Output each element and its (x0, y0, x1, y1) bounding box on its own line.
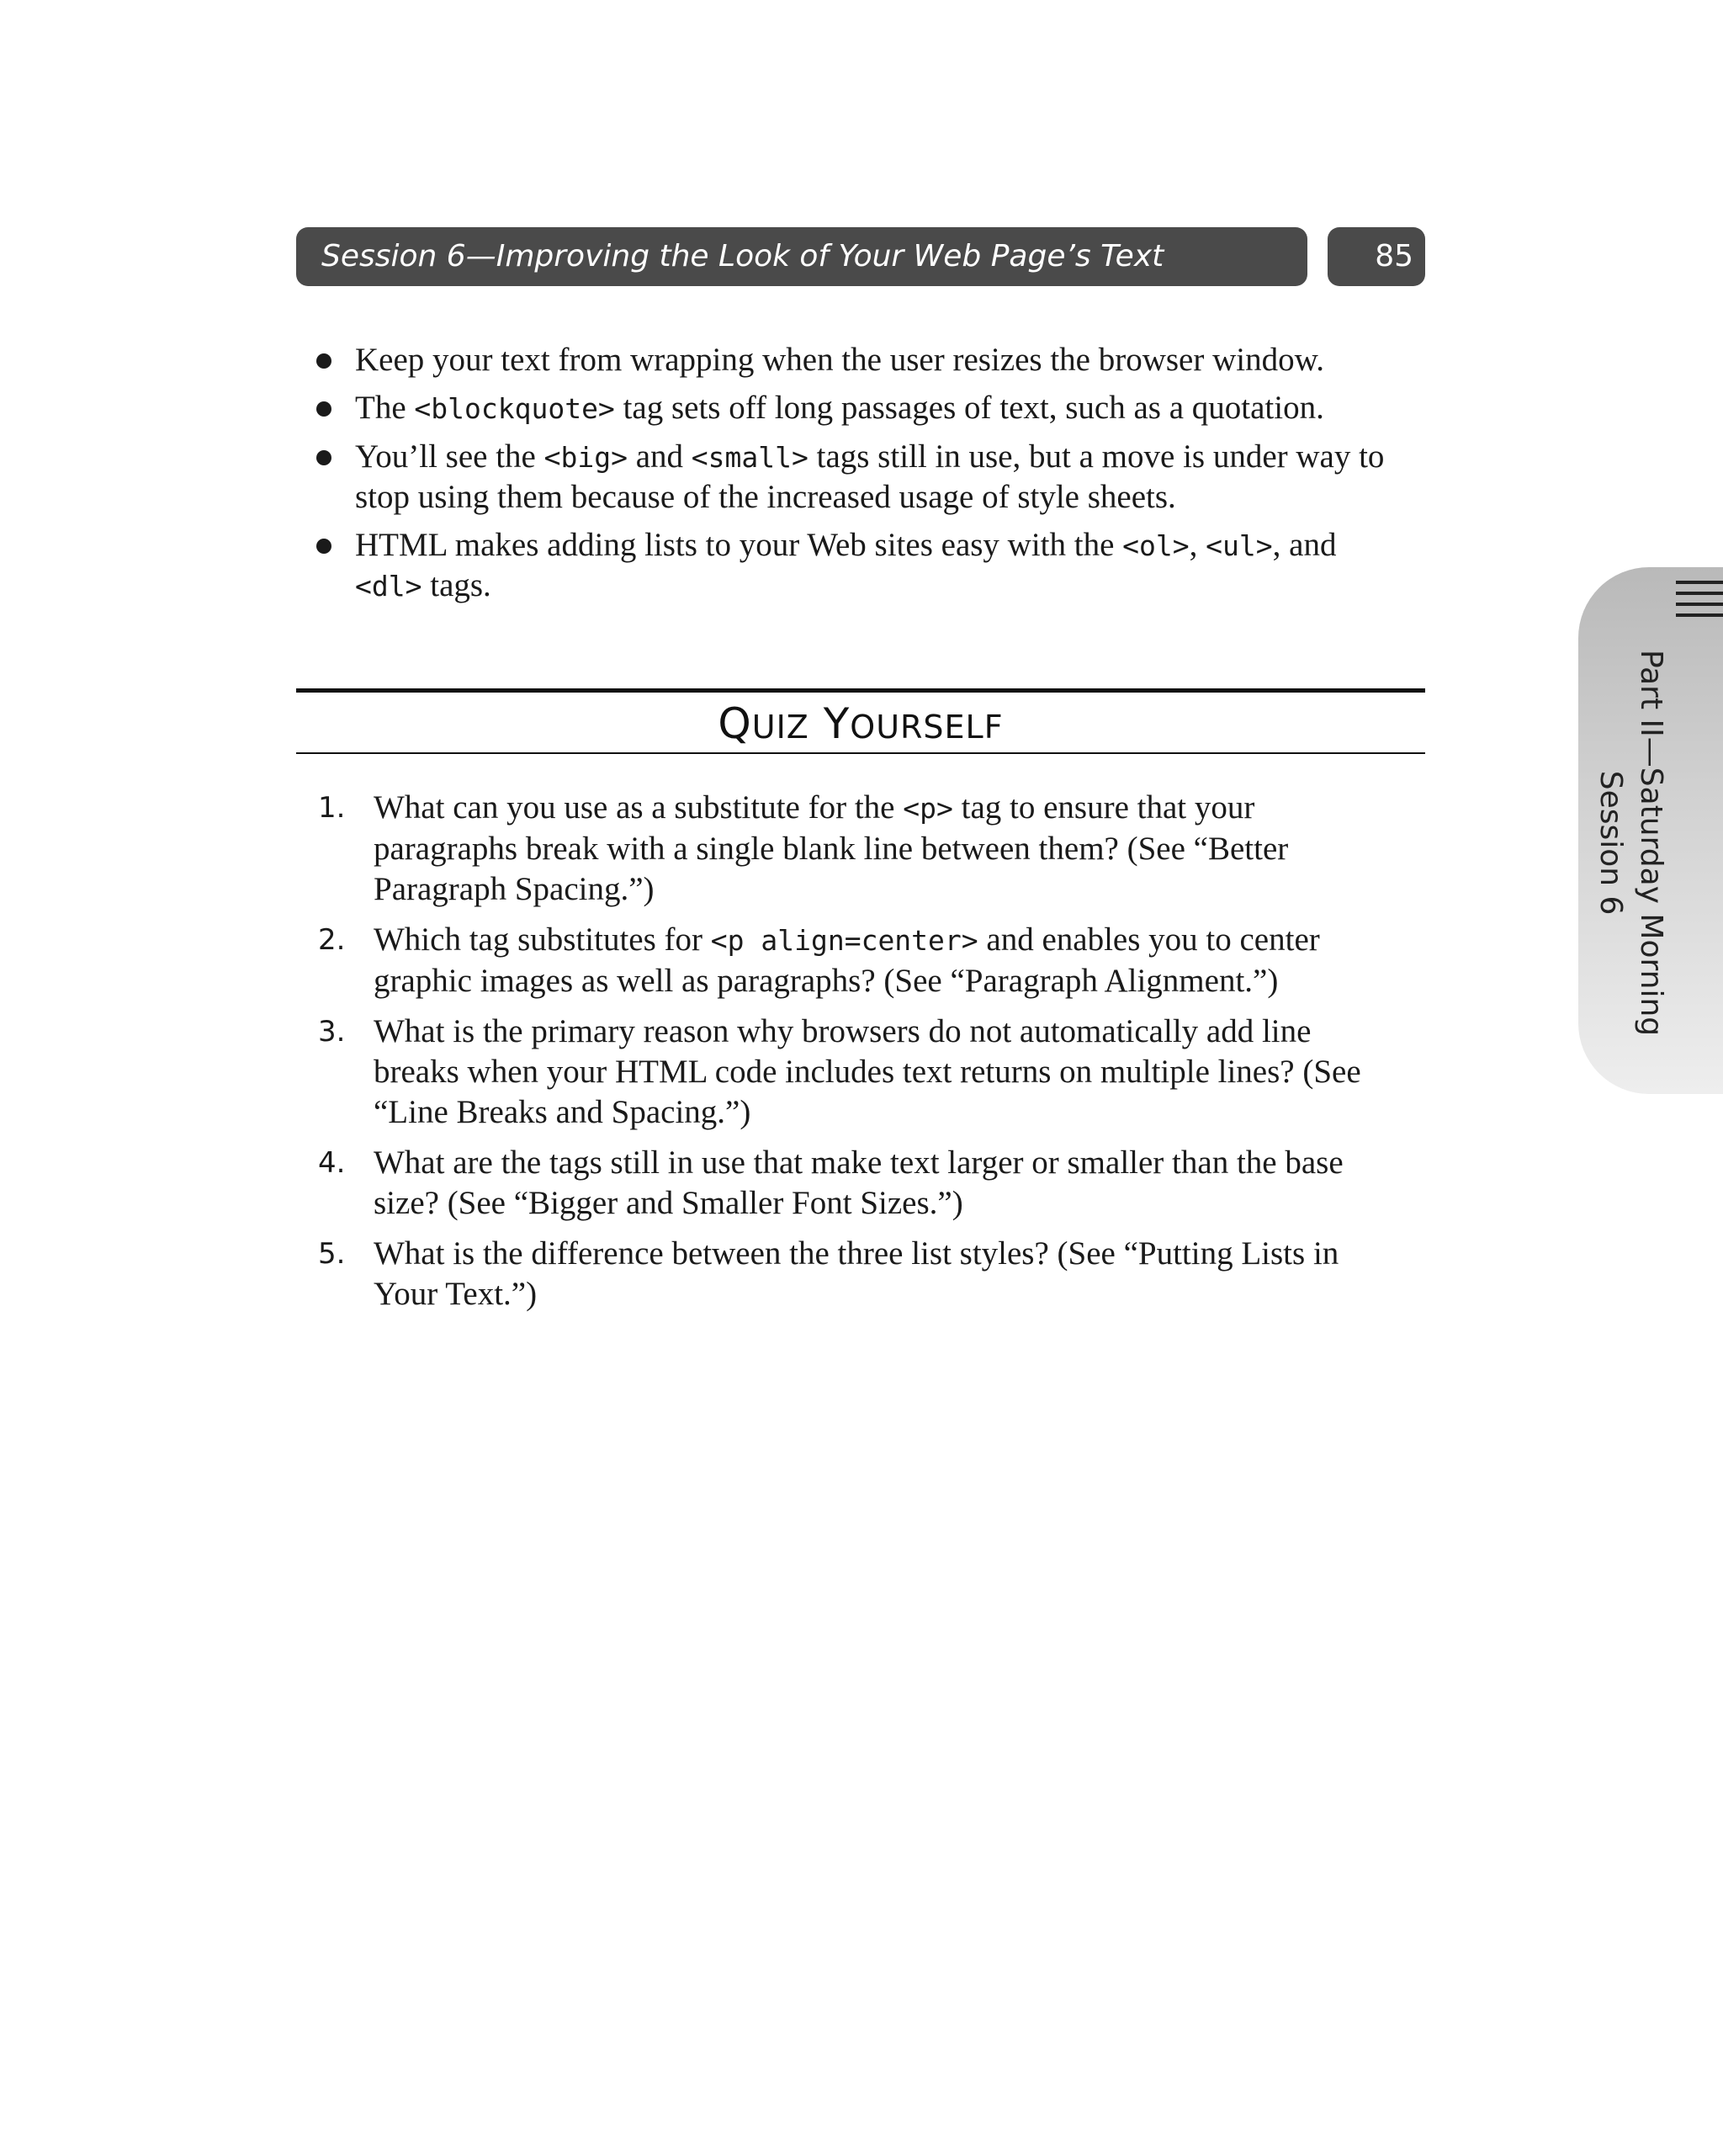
quiz-question-list (296, 788, 1390, 1325)
text-run: , and (1272, 527, 1337, 563)
inline-code: <blockquote> (414, 392, 615, 425)
quiz-question (296, 788, 1390, 910)
heading-rest-ourself: OURSELF (850, 709, 1004, 746)
text-run: What are the tags still in use that make text larger or smaller than the base size? (See “Bigger and Smaller Font Sizes.”) (374, 1144, 1344, 1221)
page-number: 85 (1328, 227, 1425, 286)
inline-code: <p> (903, 792, 953, 825)
thumb-tab-part: Part II—Saturday Morning (1634, 650, 1668, 1037)
question-number: 5. (318, 1237, 346, 1271)
quiz-question (296, 1143, 1390, 1224)
text-run: Keep your text from wrapping when the user resizes the browser window. (355, 342, 1324, 378)
inline-code: <p align=center> (710, 924, 978, 957)
text-run: tag to ensure that your paragraphs break with a single blank line between them? (See “Better Paragraph Spacing.”) (374, 789, 1289, 907)
inline-code: <ol> (1122, 529, 1190, 562)
text-run: Which tag substitutes for (374, 921, 711, 958)
text-run: The (355, 390, 415, 426)
bullet-icon (316, 450, 331, 465)
thumb-tab-session: Session 6 (1593, 770, 1628, 916)
running-head-title: Session 6—Improving the Look of Your Web Page’s Text (296, 227, 1307, 286)
question-number: 4. (318, 1146, 346, 1180)
text-run: , (1189, 527, 1206, 563)
text-run: HTML makes adding lists to your Web sites easy with the (355, 527, 1123, 563)
heading-initial-q: Q (718, 699, 752, 748)
question-number: 3. (318, 1015, 346, 1049)
inline-code: <big> (543, 441, 628, 474)
inline-code: <dl> (355, 570, 422, 603)
thumb-tab-lines-icon (1676, 581, 1723, 618)
text-run: What can you use as a substitute for the (374, 789, 904, 826)
summary-bullet-list (296, 340, 1390, 614)
quiz-question (296, 1234, 1390, 1314)
heading-initial-y: Y (823, 699, 851, 748)
bullet-icon (316, 353, 331, 369)
quiz-question (296, 920, 1390, 1001)
bullet-icon (316, 539, 331, 554)
inline-code: <ul> (1206, 529, 1273, 562)
bullet-item (296, 340, 1390, 380)
question-number: 1. (318, 791, 346, 825)
text-run: What is the difference between the three list styles? (See “Putting Lists in Your Text.”) (374, 1235, 1339, 1312)
quiz-question (296, 1012, 1390, 1133)
bullet-item (296, 525, 1390, 606)
bullet-item (296, 388, 1390, 428)
bullet-item (296, 437, 1390, 517)
section-rule-top (296, 688, 1425, 693)
text-run: You’ll see the (355, 438, 544, 475)
section-rule-bottom (296, 752, 1425, 754)
text-run: What is the primary reason why browsers do not automatically add line breaks when your HTML code includes text returns on multiple lines? (See “Line Breaks and Spacing.”) (374, 1013, 1361, 1130)
heading-rest-uiz: UIZ (751, 709, 809, 746)
text-run: and enables you to center graphic images as well as paragraphs? (See “Paragraph Alignment.”) (374, 921, 1320, 999)
question-number: 2. (318, 923, 346, 957)
bullet-icon (316, 401, 331, 417)
text-run: tags still in use, but a move is under way to stop using them because of the increased usage of style sheets. (355, 438, 1385, 515)
inline-code: <small> (691, 441, 808, 474)
thumb-tab-label (1590, 650, 1671, 1036)
text-run: tags. (421, 567, 491, 603)
text-run: and (627, 438, 692, 475)
section-heading-quiz-yourself (296, 698, 1425, 752)
text-run: tag sets off long passages of text, such as a quotation. (614, 390, 1324, 426)
